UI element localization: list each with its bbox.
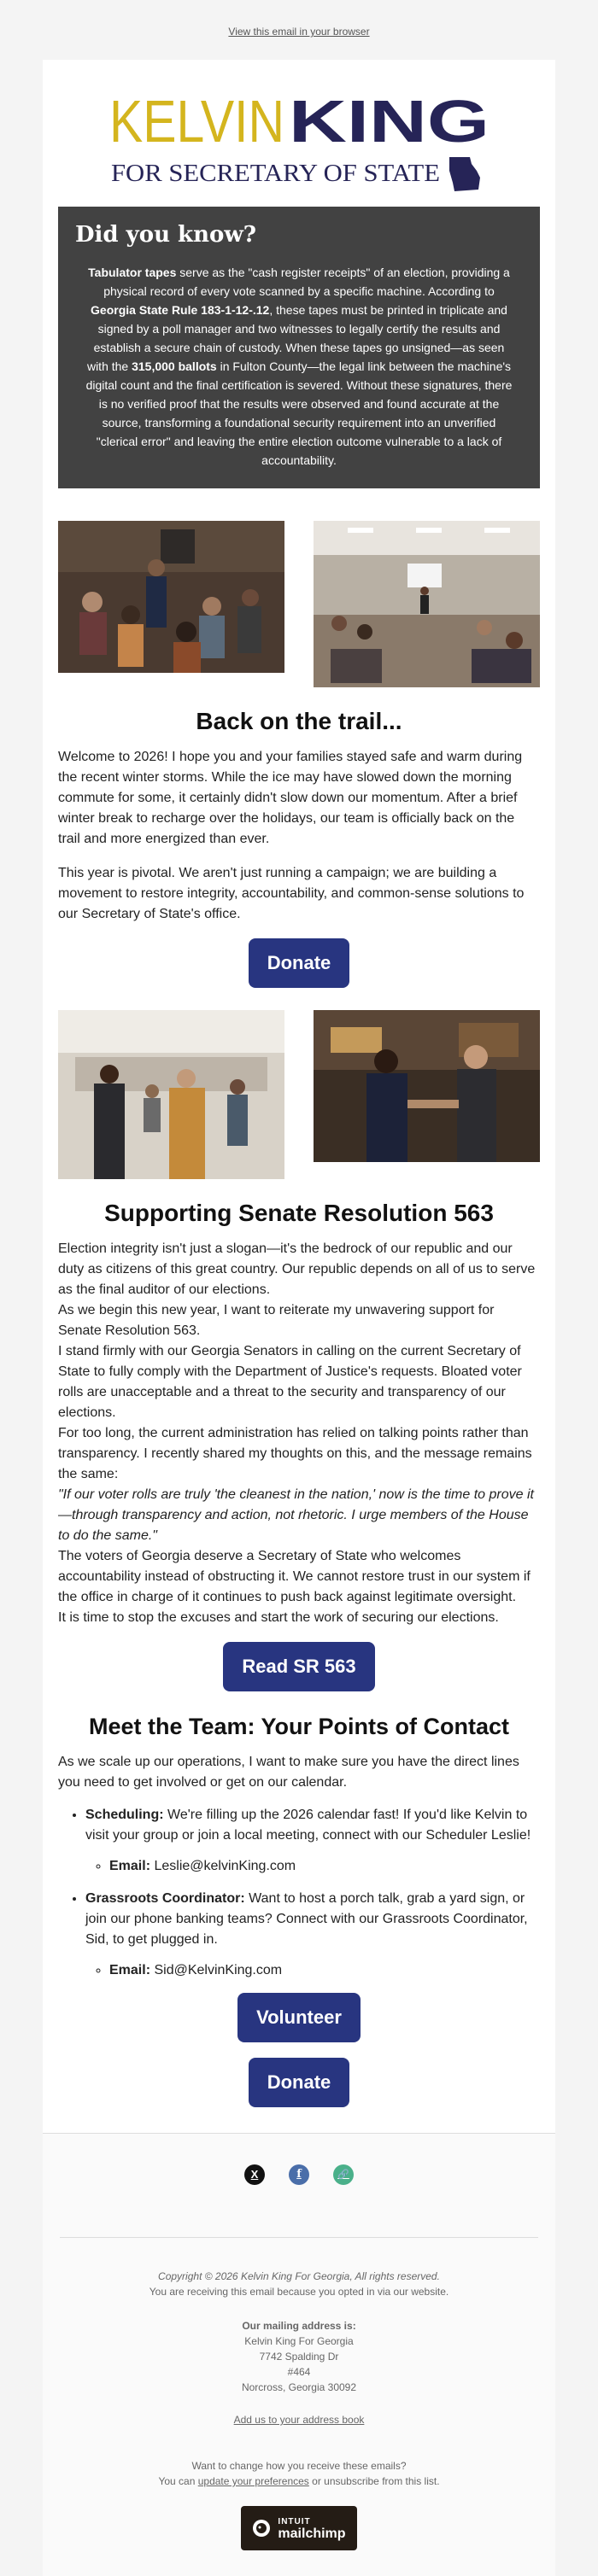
trail-paragraph-1: Welcome to 2026! I hope you and your families stayed safe and warm during the recent winter storms. While the ice may have slowed down the morning commute for some, it certainly didn't slow down our momentum. After a brief winter break to recharge over the holidays, our team is officially back on the trail and more energized than ever. — [58, 750, 523, 846]
read-sr563-button[interactable]: Read SR 563 — [223, 1642, 374, 1691]
footer — [43, 2215, 555, 2576]
sr563-paragraph-1: Election integrity isn't just a slogan—it's the bedrock of our republic and our duty as citizens of this great country. Our republic depends on all of us to serve as the final auditor of our elections. — [58, 1241, 536, 1297]
trail-body — [58, 747, 540, 925]
preheader — [0, 0, 598, 60]
photo-row-2 — [58, 1010, 540, 1179]
did-you-know-title: Did you know? — [75, 222, 256, 248]
photo-meeting-crowd — [58, 521, 284, 687]
team-item-scheduling: • Scheduling: We're filling up the 2026 calendar fast! If you'd like Kelvin to visit your group or join a local meeting, connect with our Scheduler Leslie! ◦ Email: Leslie@kelvinKing.com — [85, 1805, 540, 1877]
trail-heading: Back on the trail... — [196, 708, 402, 734]
mailchimp-badge[interactable] — [241, 2506, 357, 2550]
volunteer-wrap — [58, 1993, 540, 2042]
website-link-icon[interactable]: 🔗 — [333, 2164, 354, 2185]
photo-handshake-bar — [314, 1010, 540, 1179]
footer-address-2: 7742 Spalding Dr — [259, 2351, 339, 2363]
sr563-heading: Supporting Senate Resolution 563 — [104, 1200, 494, 1226]
volunteer-button[interactable]: Volunteer — [237, 1993, 361, 2042]
mailchimp-label: mailchimp — [278, 2526, 346, 2541]
donate-button-wrap-1 — [58, 938, 540, 988]
logo-first-name: KELVIN — [109, 88, 284, 155]
footer-address-3: #464 — [287, 2366, 311, 2378]
team-list — [85, 1805, 540, 1981]
view-in-browser-link[interactable]: View this email in your browser — [228, 26, 370, 38]
mailchimp-icon — [252, 2519, 271, 2538]
read-sr563-wrap — [58, 1642, 540, 1691]
footer-divider — [60, 2237, 538, 2238]
sr563-paragraph-2: As we begin this new year, I want to reiterate my unwavering support for Senate Resolution 563. — [58, 1303, 495, 1338]
grassroots-email-link[interactable]: Sid@KelvinKing.com — [150, 1963, 283, 1977]
footer-address-4: Norcross, Georgia 30092 — [241, 2381, 357, 2393]
footer-copyright: Copyright © 2026 Kelvin King For Georgia, All rights reserved. — [158, 2270, 440, 2282]
did-you-know-box — [58, 207, 540, 488]
add-address-book-link[interactable]: Add us to your address book — [233, 2414, 365, 2426]
donate-button-wrap-2 — [58, 2058, 540, 2107]
did-you-know-text: Tabulator tapes serve as the "cash register receipts" of an election, providing a physical record of every vote scanned by a specific machine. According to Georgia State Rule 183-1-12-.12, these tapes must be printed in triplicate and signed by a poll manager and two witnesses to legally certify the results and establish a secure chain of custody. When these tapes go unsigned—as seen with the 315,000 ballots in Fulton County—the legal link between the machine's digital count and the final certification is severed. Without these signatures, there is no verified proof that the results were observed and found accurate at the source, transforming a foundational security requirement into an unverified "clerical error" and leaving the entire election outcome vulnerable to a lack of accountability. — [85, 266, 513, 467]
footer-address-1: Kelvin King For Georgia — [244, 2335, 354, 2347]
sr563-paragraph-4: For too long, the current administration has relied on talking points rather than transparency. I recently shared my thoughts on this, and the message remains the same: — [58, 1426, 532, 1481]
scheduling-email-link[interactable]: Leslie@kelvinKing.com — [150, 1859, 296, 1873]
footer-mailing-title: Our mailing address is: — [242, 2320, 356, 2332]
scheduling-email: ◦ Email: Leslie@kelvinKing.com — [109, 1856, 540, 1877]
social-links — [43, 2133, 555, 2215]
email-card — [43, 60, 555, 2133]
photo-event-hall — [314, 521, 540, 687]
footer-change: Want to change how you receive these emails? — [191, 2460, 407, 2472]
team-body — [58, 1752, 540, 1981]
photo-handshake-room — [58, 1010, 284, 1179]
footer-reason: You are receiving this email because you opted in via our website. — [149, 2286, 449, 2298]
facebook-icon[interactable]: f — [289, 2164, 309, 2185]
team-item-grassroots: • Grassroots Coordinator: Want to host a porch talk, grab a yard sign, or join our phone banking teams? Connect with our Grassroots Coordinator, Sid, to get plugged in. ◦ Email: Sid@KelvinKing.com — [85, 1889, 540, 1981]
georgia-state-icon — [449, 157, 480, 191]
x-icon[interactable]: X — [244, 2164, 265, 2185]
sr563-paragraph-5: The voters of Georgia deserve a Secretary of State who welcomes accountability instead of obstructing it. We cannot restore trust in our system if the office in charge of it continues to push back against legitimate oversight. — [58, 1549, 531, 1604]
donate-button[interactable]: Donate — [249, 938, 350, 988]
donate-button-bottom[interactable]: Donate — [249, 2058, 350, 2107]
logo-last-name: KING — [289, 88, 490, 155]
sr563-paragraph-6: It is time to stop the excuses and start the work of securing our elections. — [58, 1610, 499, 1625]
update-preferences-link[interactable]: update your preferences — [197, 2475, 309, 2487]
sr563-quote: "If our voter rolls are truly 'the cleanest in the nation,' now is the time to prove it—through transparency and action, not rhetoric. I urge members of the House to do the same." — [58, 1487, 534, 1543]
team-heading: Meet the Team: Your Points of Contact — [88, 1714, 510, 1739]
sr563-body — [58, 1239, 540, 1628]
team-intro: As we scale up our operations, I want to make sure you have the direct lines you need to get involved or get on our calendar. — [58, 1755, 519, 1790]
footer-preferences: You can update your preferences or unsubscribe from this list. — [158, 2475, 440, 2487]
trail-paragraph-2: This year is pivotal. We aren't just running a campaign; we are building a movement to restore integrity, accountability, and common-sense solutions to our Secretary of State's office. — [58, 866, 525, 921]
photo-row-1 — [58, 521, 540, 687]
campaign-logo — [58, 77, 540, 205]
mailchimp-intuit-label: INTUIT — [278, 2517, 311, 2526]
logo-subtitle: FOR SECRETARY OF STATE — [111, 160, 440, 187]
sr563-paragraph-3: I stand firmly with our Georgia Senators in calling on the current Secretary of State to fully comply with the Department of Justice's requests. Bloated voter rolls are unacceptable and a threat to the security and transparency of our elections. — [58, 1344, 522, 1420]
grassroots-email: ◦ Email: Sid@KelvinKing.com — [109, 1960, 540, 1981]
logo-graphic — [109, 85, 502, 196]
